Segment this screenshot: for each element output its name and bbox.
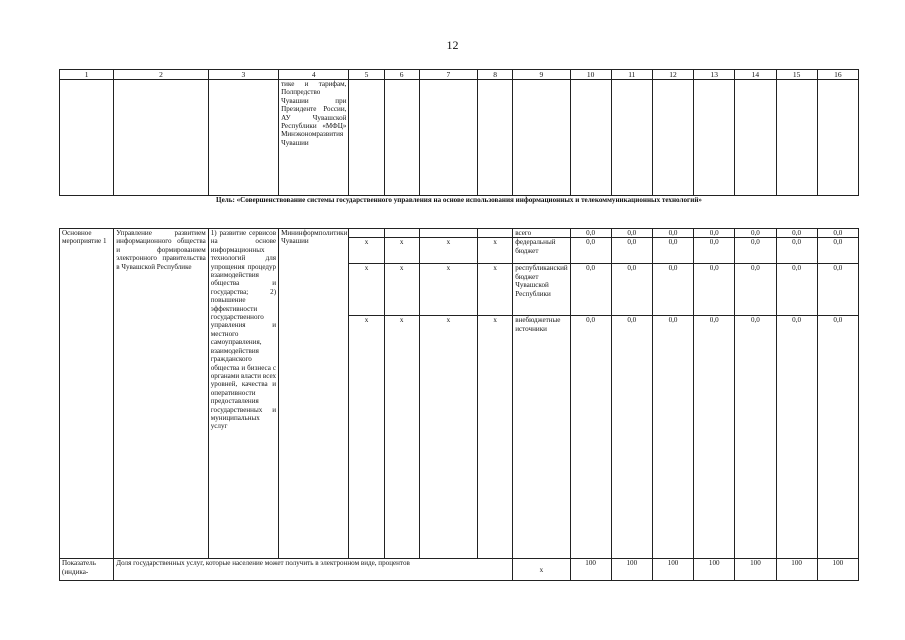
column-header: 14 — [735, 70, 776, 80]
code-cell: x — [478, 238, 513, 264]
program-table — [59, 69, 859, 581]
value-cell: 0,0 — [776, 264, 817, 316]
indicator-value: 100 — [570, 559, 611, 581]
code-cell — [419, 229, 477, 238]
value-cell: 0,0 — [694, 229, 735, 238]
activity-name: Управление развитием информационного общества и формированием электронного правительства в Чувашской Республике — [114, 229, 208, 559]
funding-source: республиканский бюджет Чувашской Республики — [513, 264, 570, 316]
code-cell — [478, 229, 513, 238]
column-header: 9 — [513, 70, 570, 80]
column-header: 16 — [817, 70, 858, 80]
value-cell: 0,0 — [817, 238, 858, 264]
column-header: 6 — [384, 70, 419, 80]
column-header: 5 — [349, 70, 384, 80]
value-cell: 0,0 — [694, 238, 735, 264]
code-cell: x — [419, 316, 477, 559]
value-cell: 0,0 — [570, 229, 611, 238]
code-cell: x — [349, 264, 384, 316]
column-header: 11 — [611, 70, 652, 80]
value-cell: 0,0 — [817, 264, 858, 316]
page-number: 12 — [446, 38, 459, 52]
indicator-value: 100 — [735, 559, 776, 581]
value-cell: 0,0 — [652, 264, 693, 316]
column-header: 10 — [570, 70, 611, 80]
value-cell: 0,0 — [611, 264, 652, 316]
value-cell: 0,0 — [817, 316, 858, 559]
indicator-text: Доля государственных услуг, которые население может получить в электронном виде, процентов — [114, 559, 513, 581]
code-cell: x — [349, 316, 384, 559]
column-header: 13 — [694, 70, 735, 80]
value-cell: 0,0 — [611, 316, 652, 559]
value-cell: 0,0 — [611, 229, 652, 238]
column-header: 4 — [279, 70, 349, 80]
activity-goals: 1) развитие сервисов на основе информационных технологий для упрощения процедур взаимодействия общества и государства; 2) повышение эффективности государственного управления и местного самоуправления, взаимодействия гражданского общества и бизнеса с органами власти всех уровней, качества и оперативности предоставления государственных и муниципальных услуг — [208, 229, 278, 559]
code-cell — [384, 229, 419, 238]
funding-source: всего — [513, 229, 570, 238]
code-cell: x — [384, 264, 419, 316]
indicator-row — [60, 559, 859, 581]
column-header: 3 — [208, 70, 278, 80]
value-cell: 0,0 — [735, 229, 776, 238]
indicator-value: 100 — [776, 559, 817, 581]
value-cell: 0,0 — [611, 238, 652, 264]
value-cell: 0,0 — [776, 316, 817, 559]
column-header: 7 — [419, 70, 477, 80]
goal-row — [60, 196, 859, 229]
value-cell: 0,0 — [570, 238, 611, 264]
code-cell: x — [384, 316, 419, 559]
value-cell: 0,0 — [776, 229, 817, 238]
code-cell: x — [419, 264, 477, 316]
indicator-value: 100 — [694, 559, 735, 581]
indicator-value: 100 — [817, 559, 858, 581]
value-cell: 0,0 — [652, 238, 693, 264]
activity-executor: Мининформполитики Чувашии — [279, 229, 349, 559]
value-cell: 0,0 — [570, 264, 611, 316]
code-cell: x — [478, 316, 513, 559]
code-cell: x — [384, 238, 419, 264]
value-cell: 0,0 — [694, 264, 735, 316]
column-header: 12 — [652, 70, 693, 80]
activity-row — [60, 229, 859, 238]
value-cell: 0,0 — [735, 264, 776, 316]
continuation-row — [60, 80, 859, 196]
funding-source: федеральный бюджет — [513, 238, 570, 264]
indicator-value: 100 — [652, 559, 693, 581]
value-cell: 0,0 — [776, 238, 817, 264]
executor-cell: тике и тарифам, Полпредство Чувашии при Президенте России, АУ Чувашской Республики «МФЦ» Минэкономразвития Чувашии — [279, 80, 349, 196]
indicator-value: 100 — [611, 559, 652, 581]
column-header: 8 — [478, 70, 513, 80]
activity-type: Основное мероприятие 1 — [60, 229, 114, 559]
value-cell: 0,0 — [652, 316, 693, 559]
value-cell: 0,0 — [694, 316, 735, 559]
value-cell: 0,0 — [735, 316, 776, 559]
code-cell: x — [478, 264, 513, 316]
funding-source: внебюджетные источники — [513, 316, 570, 559]
value-cell: 0,0 — [652, 229, 693, 238]
code-cell — [349, 229, 384, 238]
value-cell: 0,0 — [570, 316, 611, 559]
header-row — [60, 70, 859, 80]
indicator-label: Показатель (индика- — [60, 559, 114, 581]
column-header: 15 — [776, 70, 817, 80]
code-cell: x — [419, 238, 477, 264]
column-header: 1 — [60, 70, 114, 80]
value-cell: 0,0 — [735, 238, 776, 264]
indicator-mark: x — [513, 559, 570, 581]
column-header: 2 — [114, 70, 208, 80]
code-cell: x — [349, 238, 384, 264]
value-cell: 0,0 — [817, 229, 858, 238]
goal-title: Цель: «Совершенствование системы государственного управления на основе использования информационных и телекоммуникационных технологий» — [60, 196, 859, 229]
